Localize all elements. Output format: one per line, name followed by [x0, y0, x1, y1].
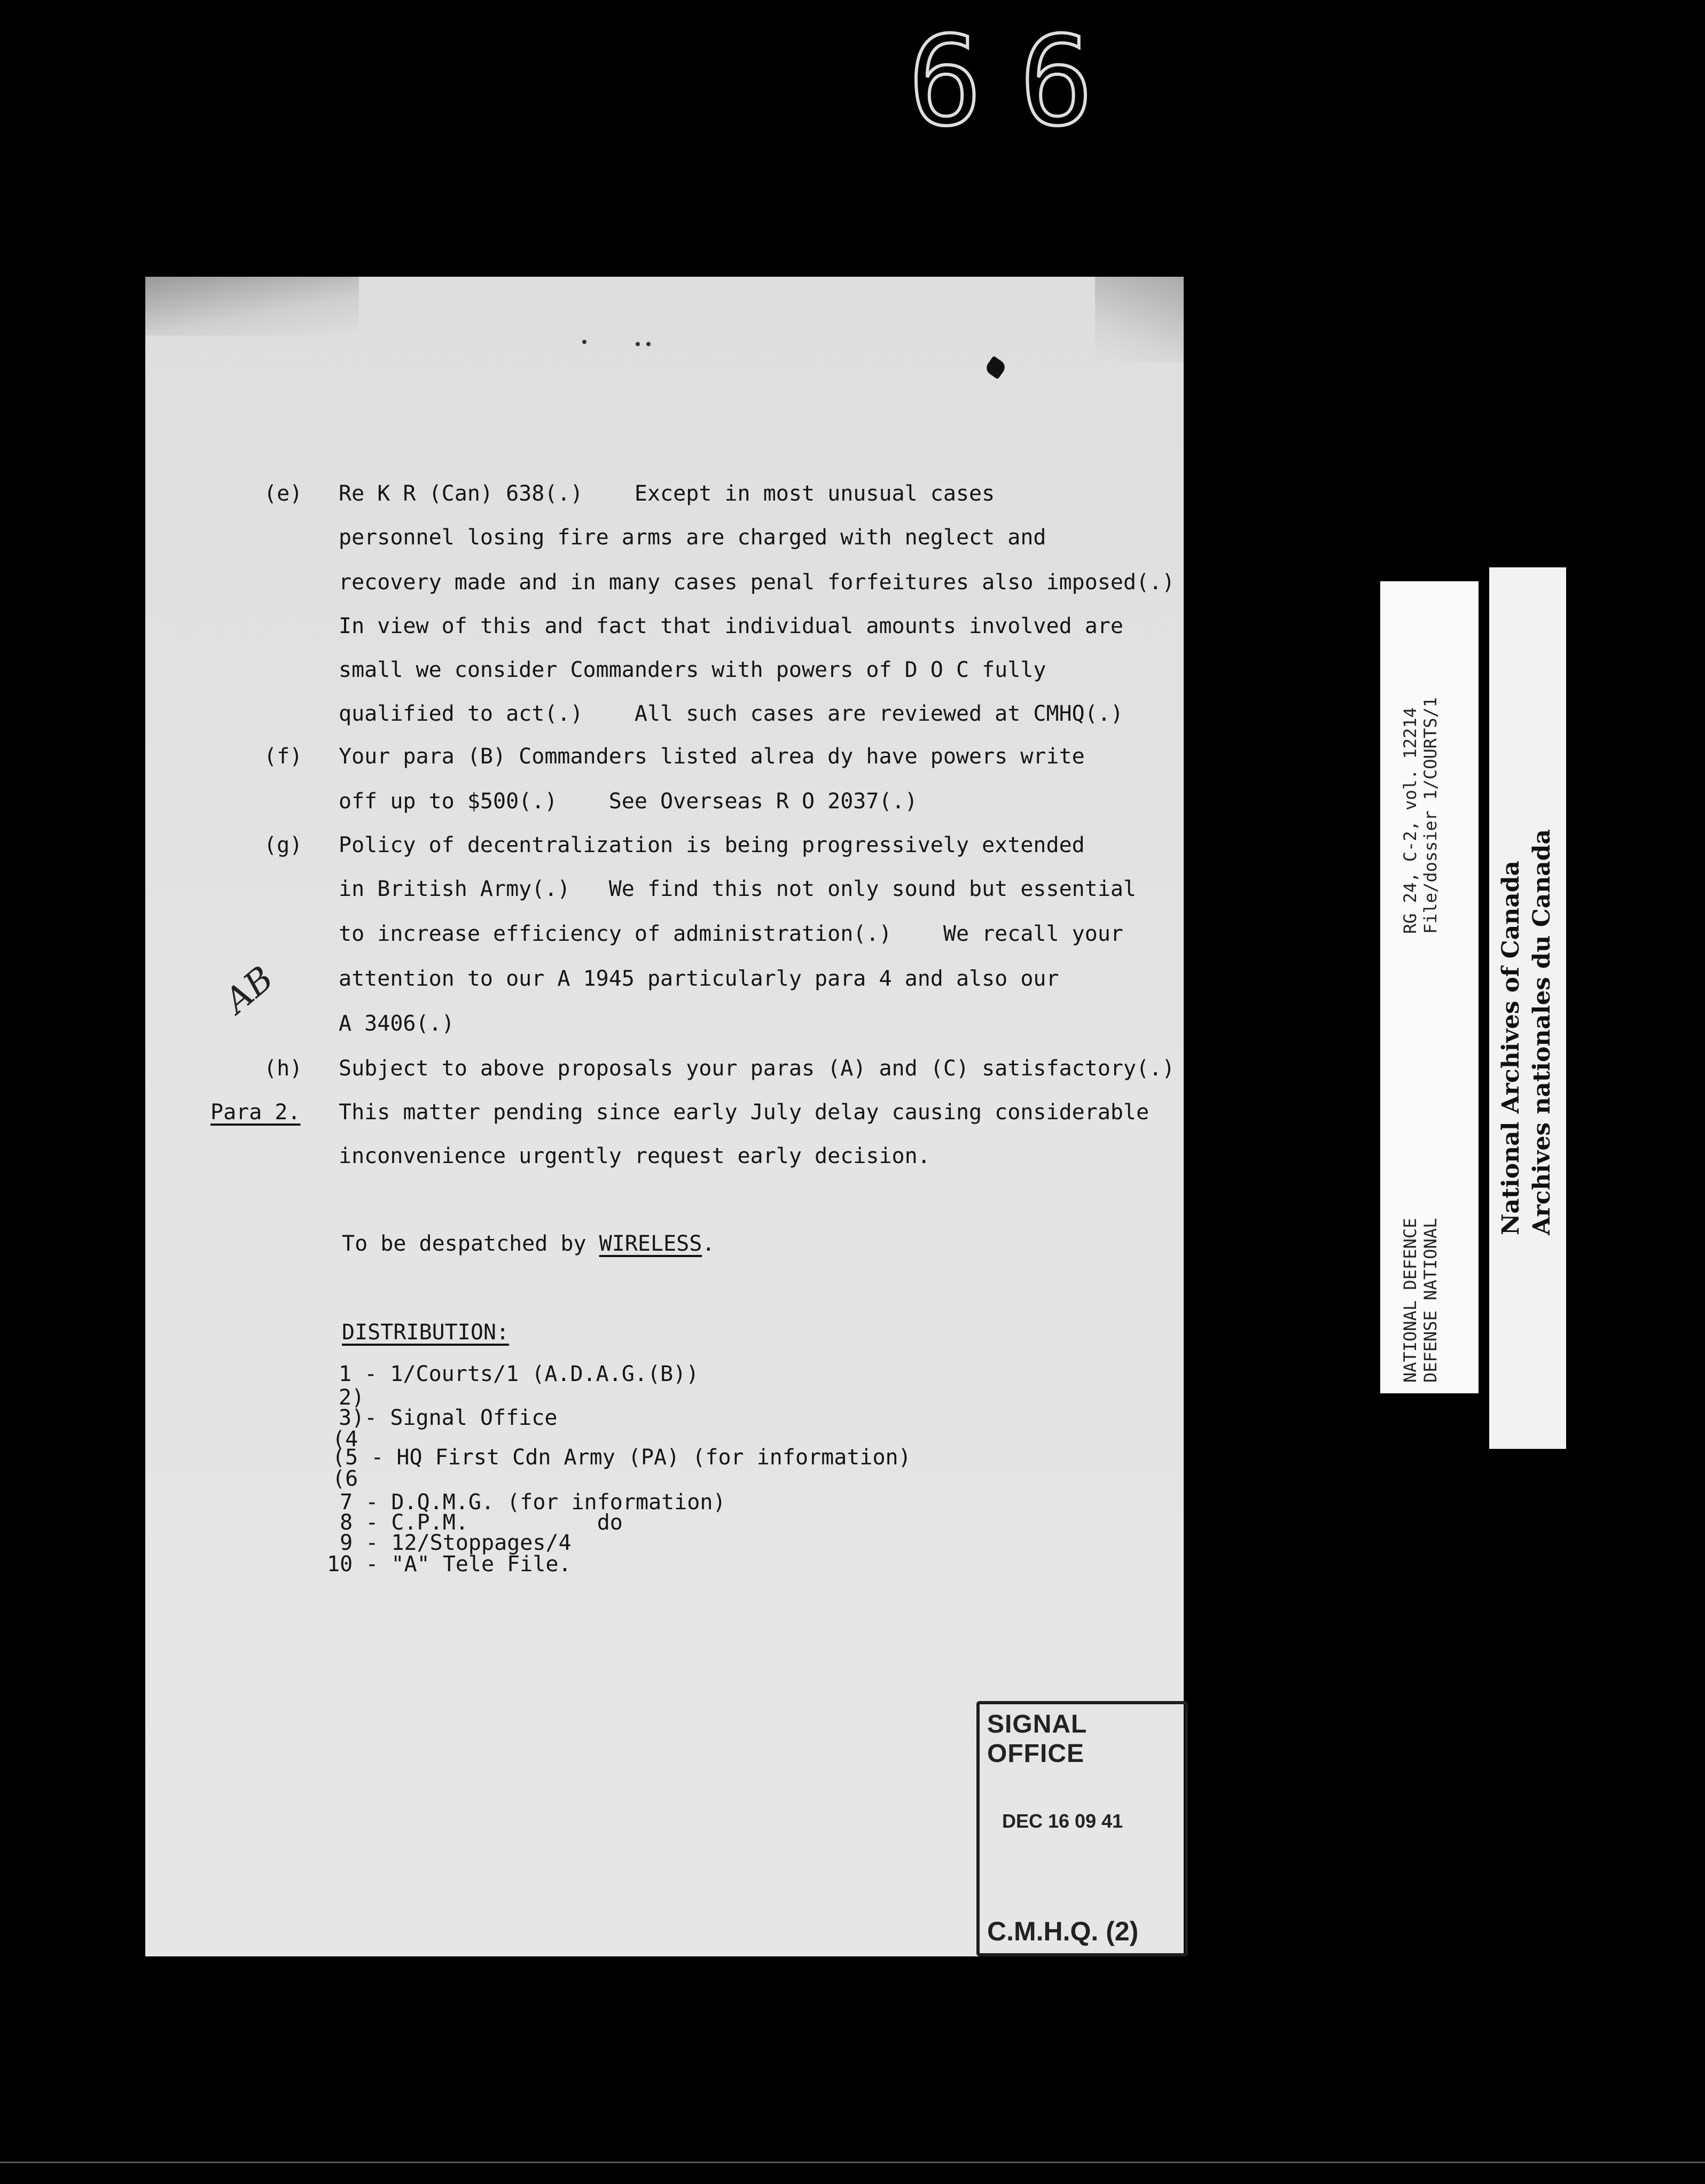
distribution-item: (4: [332, 1427, 358, 1452]
para-e-line: Re K R (Can) 638(.) Except in most unusual cases: [339, 481, 995, 506]
distribution-item: 9 - 12/Stoppages/4: [327, 1531, 572, 1555]
para-e-line: In view of this and fact that individual amounts involved are: [339, 614, 1124, 638]
para-g-line: A 3406(.): [339, 1011, 455, 1036]
para-2-line: inconvenience urgently request early decision.: [339, 1144, 930, 1168]
despatch-line: [342, 1231, 715, 1257]
stamp-footer: C.M.H.Q. (2): [987, 1916, 1139, 1946]
distribution-item: 2): [339, 1385, 365, 1410]
para-g-line: in British Army(.) We find this not only sound but essential: [339, 877, 1137, 901]
archive-label-tag: [1489, 567, 1566, 1449]
distribution-heading: DISTRIBUTION:: [342, 1320, 510, 1345]
para-e-line: personnel losing fire arms are charged with neglect and: [339, 525, 1046, 550]
punch-dots: [582, 340, 662, 345]
stamp-heading: SIGNAL OFFICE: [987, 1710, 1087, 1768]
archive-ref-line2: File/dossier 1/COURTS/1: [1420, 697, 1441, 934]
para-h-line: Subject to above proposals your paras (A) and (C) satisfactory(.): [339, 1056, 1175, 1081]
film-edge-line: [0, 2162, 1705, 2163]
archive-label-en: National Archives of Canada: [1497, 860, 1524, 1235]
distribution-item: (6: [332, 1467, 358, 1491]
para-g-line: attention to our A 1945 particularly para 4 and also our: [339, 966, 1059, 991]
archive-dept-fr: DEFENSE NATIONAL: [1420, 1218, 1441, 1383]
para-label-h: (h): [264, 1056, 303, 1081]
stamp-date: DEC 16 09 41: [1002, 1810, 1123, 1832]
para-label-e: (e): [264, 481, 303, 506]
para-label-2: Para 2.: [210, 1100, 301, 1125]
frame-number: 66: [908, 11, 1131, 153]
handwritten-initials: AB: [217, 958, 281, 1021]
distribution-item: 3)- Signal Office: [339, 1406, 558, 1430]
para-2-line: This matter pending since early July delay causing considerable: [339, 1100, 1149, 1125]
para-f-line: off up to $500(.) See Overseas R O 2037(.): [339, 789, 918, 814]
paper-torn-corner: [145, 277, 359, 336]
archive-label-fr: Archives nationales du Canada: [1528, 829, 1555, 1235]
distribution-item: 1 - 1/Courts/1 (A.D.A.G.(B)): [339, 1362, 699, 1386]
distribution-item: (5 - HQ First Cdn Army (PA) (for information): [332, 1445, 911, 1470]
despatch-suffix: .: [702, 1231, 715, 1256]
archive-ref-line1: RG 24, C-2, vol. 12214: [1400, 707, 1420, 934]
archive-dept-en: NATIONAL DEFENCE: [1400, 1218, 1420, 1383]
distribution-item: 7 - D.Q.M.G. (for information): [327, 1490, 726, 1515]
archive-reference-tag: [1380, 581, 1479, 1393]
para-e-line: recovery made and in many cases penal forfeitures also imposed(.): [339, 570, 1175, 595]
para-label-g: (g): [264, 833, 303, 857]
despatch-method: WIRELESS: [599, 1231, 702, 1256]
signal-office-stamp: [976, 1701, 1188, 1956]
para-g-line: Policy of decentralization is being progressively extended: [339, 833, 1085, 857]
para-e-line: small we consider Commanders with powers of D O C fully: [339, 658, 1046, 682]
distribution-item: 10 - "A" Tele File.: [327, 1552, 572, 1577]
para-g-line: to increase efficiency of administration(.) We recall your: [339, 922, 1124, 946]
distribution-item: 8 - C.P.M. do: [327, 1510, 623, 1535]
paper-folded-edge: [1095, 277, 1184, 362]
para-label-f: (f): [264, 744, 303, 769]
para-f-line: Your para (B) Commanders listed alrea dy have powers write: [339, 744, 1085, 769]
despatch-prefix: To be despatched by: [342, 1231, 599, 1256]
para-e-line: qualified to act(.) All such cases are reviewed at CMHQ(.): [339, 701, 1124, 726]
